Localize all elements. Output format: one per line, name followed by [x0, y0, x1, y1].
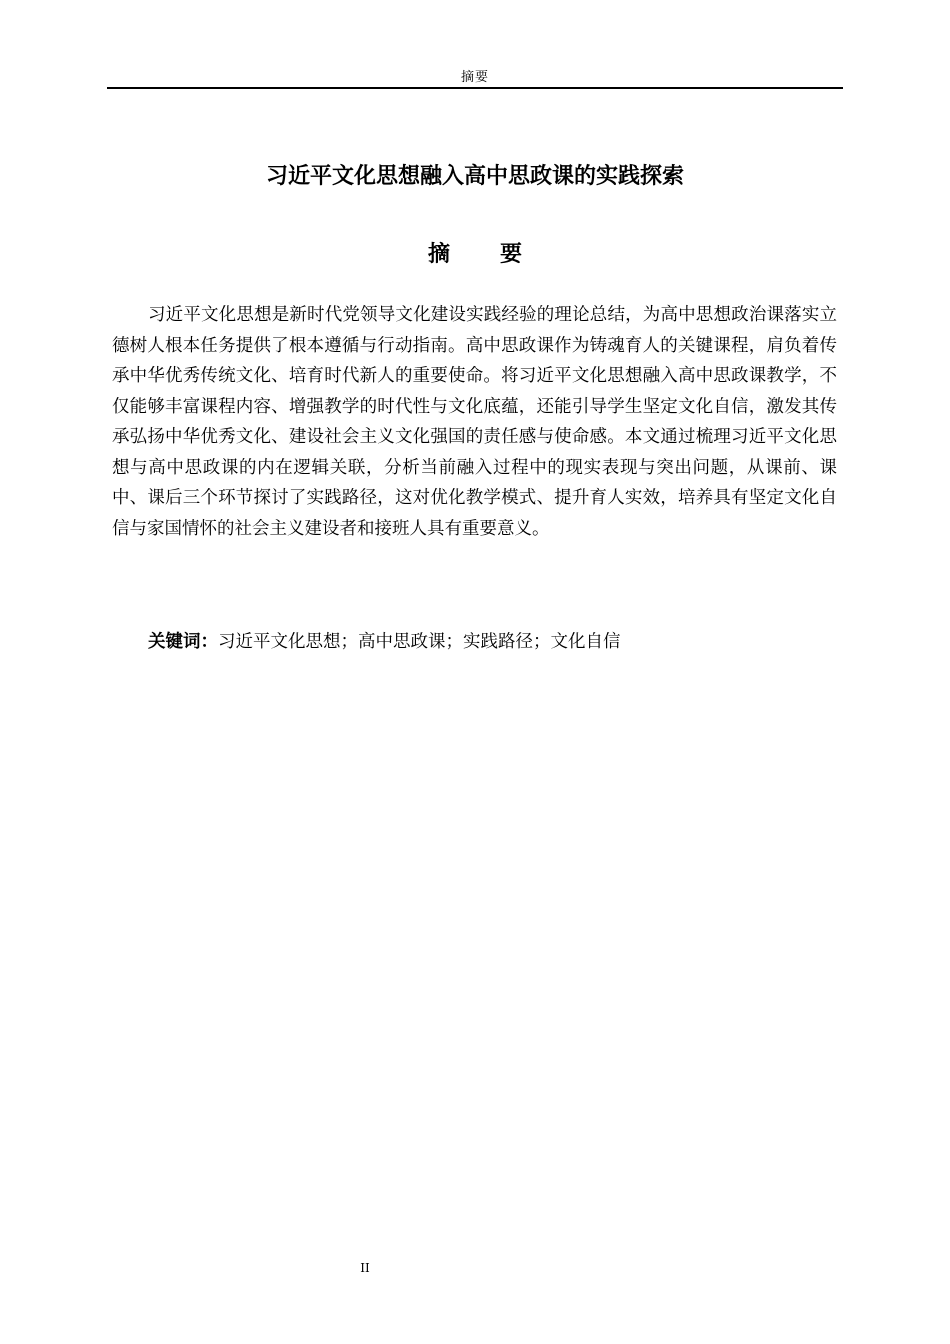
section-heading-char-2: 要 [500, 242, 523, 267]
keywords-line [148, 627, 838, 657]
keywords-text: 习近平文化思想；高中思政课；实践路径；文化自信 [218, 632, 621, 652]
document-title: 习近平文化思想融入高中思政课的实践探索 [265, 164, 684, 189]
running-header: 摘要 [460, 70, 489, 85]
section-heading-char-1: 摘 [427, 242, 450, 267]
abstract-paragraph: 习近平文化思想是新时代党领导文化建设实践经验的理论总结，为高中思想政治课落实立德树人根本任务提供了根本遵循与行动指南。高中思政课作为铸魂育人的关键课程，肩负着传承中华优秀传统文化、培育时代新人的重要使命。将习近平文化思想融入高中思政课教学，不仅能够丰富课程内容、增强教学的时代性与文化底蕴，还能引导学生坚定文化自信，激发其传承弘扬中华优秀文化、建设社会主义文化强国的责任感与使命感。本文通过梳理习近平文化思想与高中思政课的内在逻辑关联，分析当前融入过程中的现实表现与突出问题，从课前、课中、课后三个环节探讨了实践路径，这对优化教学模式、提升育人实效，培养具有坚定文化自信与家国情怀的社会主义建设者和接班人具有重要意义。 [112, 305, 837, 539]
keywords-label: 关键词： [148, 632, 218, 652]
page-number: II [360, 1261, 370, 1275]
header-divider [107, 87, 843, 89]
section-heading [0, 240, 950, 270]
